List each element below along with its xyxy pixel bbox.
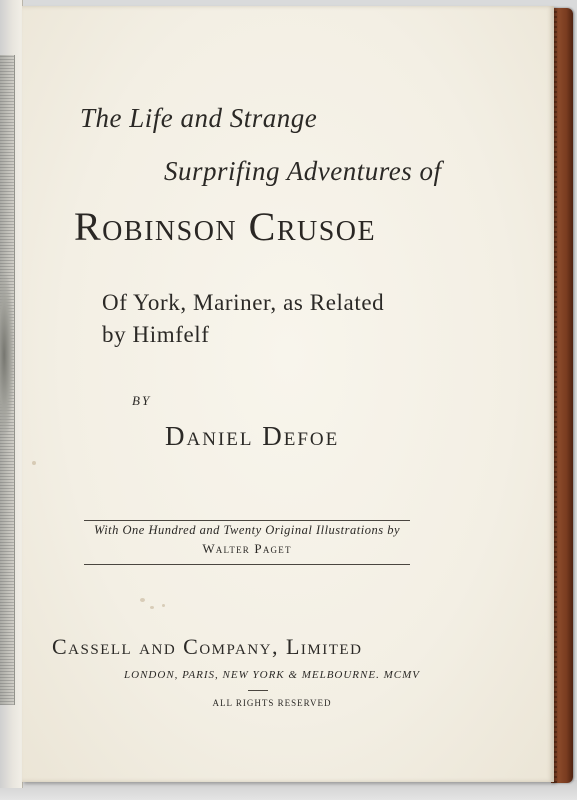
foxing-spot (32, 461, 36, 465)
divider-rule (84, 564, 410, 565)
frontispiece-plate-edge (0, 55, 15, 705)
title-line-2: Surprifing Adventures of (164, 156, 442, 186)
leather-binding (551, 8, 573, 783)
subtitle-line-1: Of York, Mariner, as Related (102, 290, 385, 315)
illustrator-name: Walter Paget (202, 541, 292, 556)
title-line-1: The Life and Strange (80, 103, 318, 133)
illustrations-note: With One Hundred and Twenty Original Illustrations by (93, 523, 400, 537)
main-title: Robinson Crusoe (74, 204, 377, 249)
short-rule (248, 690, 268, 691)
rights-notice: ALL RIGHTS RESERVED (212, 698, 332, 708)
author-name: Daniel Defoe (165, 421, 340, 451)
foxing-spot (140, 598, 145, 602)
divider-rule (84, 520, 410, 521)
subtitle-line-2: by Himfelf (102, 322, 210, 347)
by-label: BY (132, 393, 152, 408)
foxing-spot (150, 606, 154, 609)
title-page (22, 6, 554, 782)
publisher-name: Cassell and Company, Limited (52, 634, 363, 659)
facing-page-edge (0, 0, 23, 788)
publisher-cities: LONDON, PARIS, NEW YORK & MELBOURNE. MCMV (124, 669, 420, 681)
scan-background (0, 780, 577, 800)
foxing-spot (162, 604, 165, 607)
